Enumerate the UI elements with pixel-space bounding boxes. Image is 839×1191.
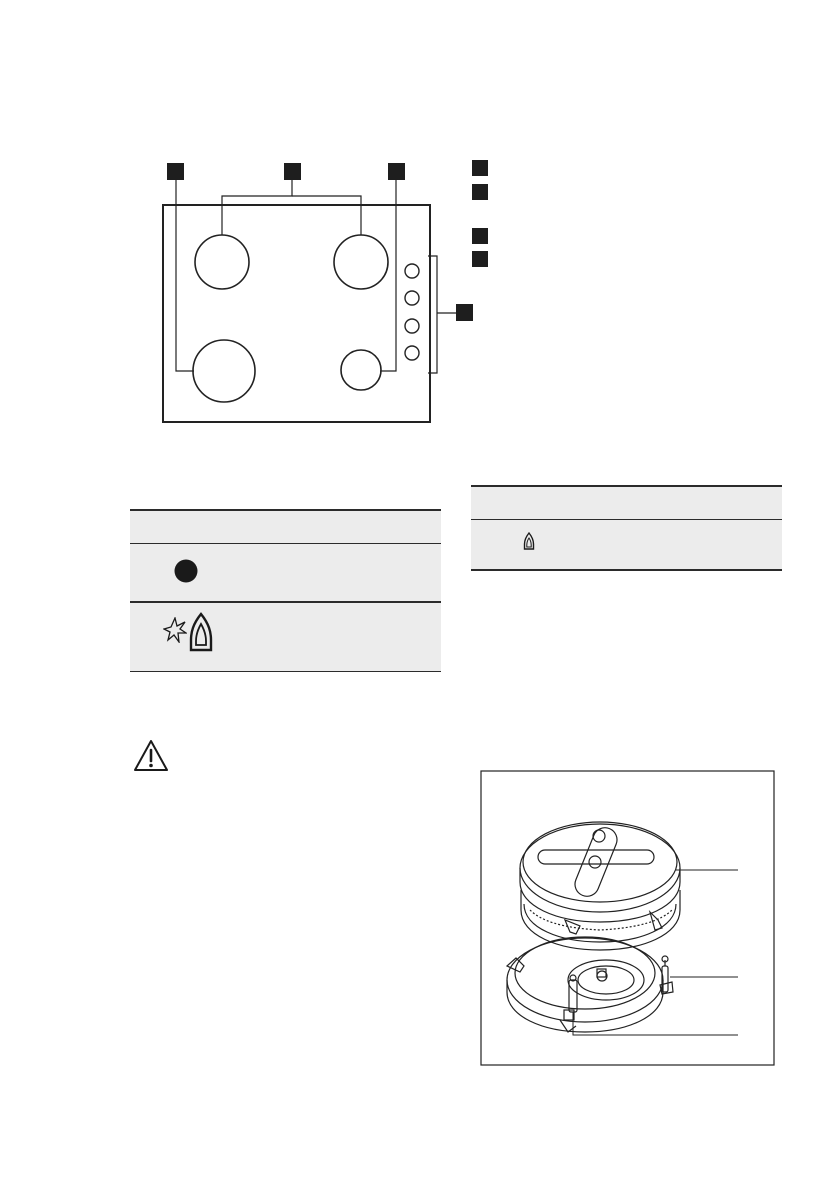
legend-marker-2 (472, 184, 488, 200)
flame-table (471, 485, 782, 571)
control-knob-4 (405, 346, 419, 360)
callout-marker-2 (284, 163, 301, 180)
warning-triangle-icon (133, 739, 169, 773)
table-row (471, 520, 782, 571)
filled-circle-icon (174, 559, 198, 583)
callout-marker-1 (167, 163, 184, 180)
control-knob-1 (405, 264, 419, 278)
table-row (130, 544, 441, 603)
callout-marker-3 (388, 163, 405, 180)
legend-marker-4 (472, 251, 488, 267)
leader-line-3 (380, 180, 396, 371)
callout-marker-5 (456, 304, 473, 321)
burner-parts-diagram (480, 770, 775, 1066)
leader-line-2 (222, 180, 292, 235)
leader-line-1 (176, 180, 194, 371)
control-knob-3 (405, 319, 419, 333)
symbols-table (130, 509, 441, 672)
flame-icon (188, 612, 214, 652)
table-row (130, 603, 441, 672)
control-knob-2 (405, 291, 419, 305)
cooktop-outline (163, 205, 430, 422)
burner-front-left (193, 340, 255, 402)
legend-marker-3 (472, 228, 488, 244)
cooktop-layout-diagram (0, 0, 839, 440)
spark-icon (163, 617, 187, 643)
burner-rear-left (195, 235, 249, 289)
burner-front-right (341, 350, 381, 390)
legend-marker-1 (472, 160, 488, 176)
flame-small-icon (523, 532, 535, 550)
burner-rear-right (334, 235, 388, 289)
symbols-table-header (130, 509, 441, 544)
flame-table-header (471, 485, 782, 520)
